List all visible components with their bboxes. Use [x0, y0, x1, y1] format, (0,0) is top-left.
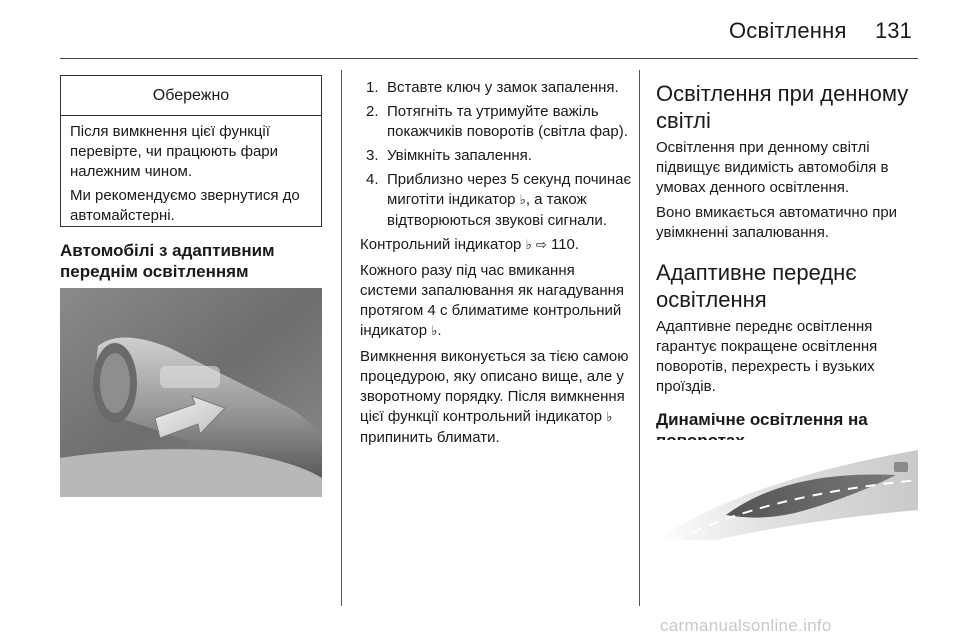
adaptive-light-indicator-icon: ♭	[525, 238, 532, 253]
caution-paragraph-2: Ми рекомендуємо звернутися до автомайстерні.	[70, 187, 300, 224]
indicator-reference-paragraph: Контрольний індикатор ♭ ⇨ 110.	[360, 236, 580, 253]
page-number: 131	[875, 18, 912, 43]
adaptive-light-indicator-icon: ♭	[606, 410, 613, 425]
adaptive-light-indicator-icon: ♭	[431, 324, 438, 339]
deactivation-paragraph: Вимкнення виконується за тією самою процедурою, яку описано вище, але у зворотному порядку. Після вимкнення цієї функції контрольний індикатор ♭ припинить блимати.	[360, 348, 629, 446]
blink-paragraph: Кожного разу під час вмикання системи запалювання як нагадування протягом 4 с блиматиме контрольний індикатор ♭.	[360, 262, 625, 339]
daylight-heading: Освітлення при денному світлі	[656, 81, 909, 133]
step-1: 1. Вставте ключ у замок запалення.	[366, 79, 619, 96]
step-3: 3. Увімкніть запалення.	[366, 147, 532, 164]
caution-box	[60, 75, 322, 227]
adaptive-lighting-paragraph: Адаптивне переднє освітлення гарантує покращене освітлення поворотів, перехресть і вузьких проїздів.	[656, 318, 878, 395]
column-divider-1	[341, 70, 342, 606]
watermark: carmanualsonline.info	[660, 616, 832, 635]
stalk-lever-illustration	[60, 288, 322, 497]
cornering-light-illustration	[656, 440, 918, 540]
section-heading-adaptive-vehicles: Автомобілі з адаптивним переднім освітленням	[60, 241, 275, 281]
dynamic-cornering-heading: Динамічне освітлення на	[656, 410, 868, 429]
daylight-paragraph-2: Воно вмикається автоматично при увімкненні запалювання.	[656, 204, 898, 241]
header-divider	[60, 58, 918, 59]
adaptive-light-indicator-icon: ♭	[519, 193, 526, 208]
daylight-paragraph-1: Освітлення при денному світлі підвищує видимість автомобіля в умовах денного освітлення.	[656, 139, 889, 196]
caution-heading: Обережно	[61, 76, 321, 116]
page-reference-arrow-icon: ⇨	[535, 238, 547, 253]
adaptive-lighting-heading: Адаптивне переднє освітлення	[656, 260, 857, 312]
step-4: 4. Приблизно через 5 секунд починає миготіти індикатор ♭, а також відтворюються звукові сигнали.	[366, 171, 632, 229]
header-title: Освітлення	[729, 18, 847, 43]
step-2: 2. Потягніть та утримуйте важіль покажчиків поворотів (світла фар).	[366, 103, 628, 140]
caution-paragraph-1: Після вимкнення цієї функції перевірте, чи працюють фари належним чином.	[70, 123, 279, 180]
column-divider-2	[639, 70, 640, 606]
